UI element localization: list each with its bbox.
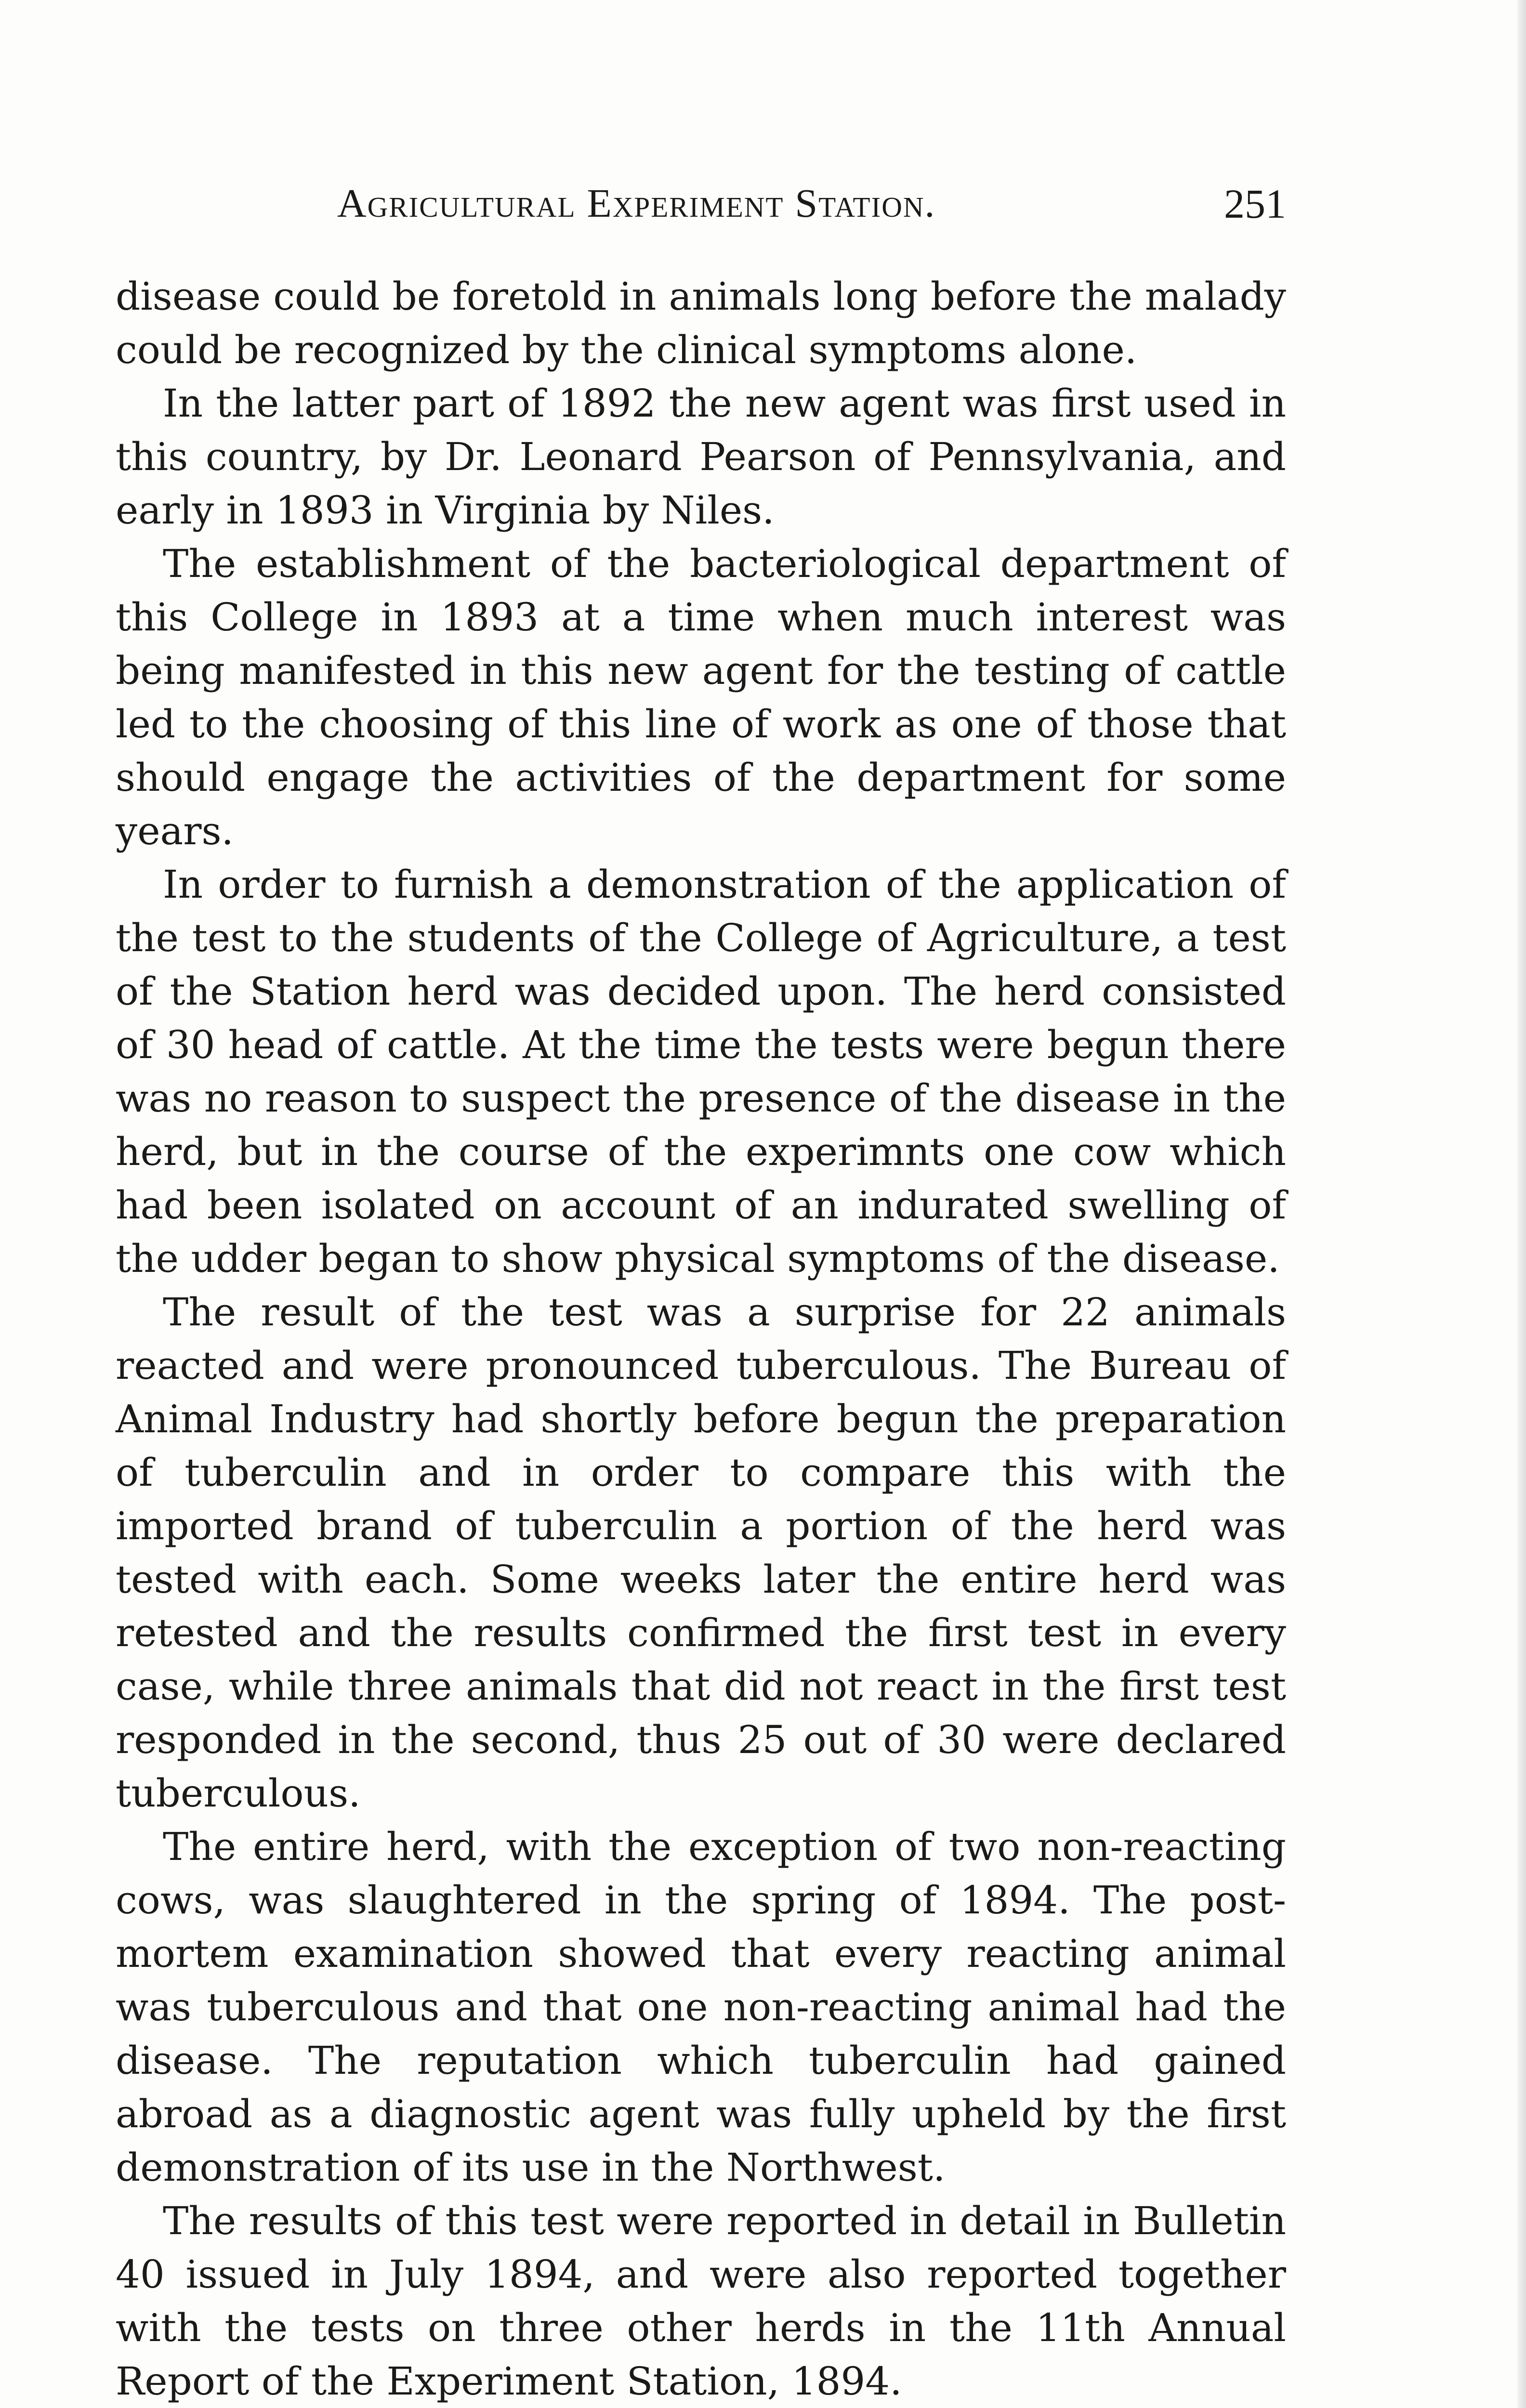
paragraph: The results of this test were reported in detail in Bulletin 40 issued in July 1894, and were also reported together with the tests on three other herds in the 11th Annual Report of the Experiment Station, 1894. — [116, 2199, 1286, 2404]
page-number: 251 — [1224, 181, 1286, 227]
running-title: Agricultural Experiment Station. — [337, 181, 936, 226]
paragraph: In order to furnish a demonstration of the application of the test to the students of the College of Agriculture, a test of the Station herd was decided upon. The herd consisted of 30 head of cattle. At the time the tests were begun there was no reason to suspect the presence of the disease in the herd, but in the course of the experimnts one cow which had been isolated on account of an indurated swelling of the udder began to show physical symptoms of the disease. — [116, 862, 1286, 1281]
paragraph-continuation: disease could be foretold in animals long before the malady could be recognized by the clinical symptoms alone. — [116, 274, 1286, 372]
page-header — [318, 177, 1286, 230]
page-edge-shadow — [1517, 0, 1526, 2408]
paragraph: In the latter part of 1892 the new agent was first used in this country, by Dr. Leonard Pearson of Pennsylvania, and early in 1893 in Virginia by Niles. — [116, 381, 1286, 533]
paragraph: The result of the test was a surprise for 22 animals reacted and were pronounced tuberculous. The Bureau of Animal Industry had shortly before begun the preparation of tuberculin and in order to compare this with the imported brand of tuberculin a portion of the herd was tested with each. Some weeks later the entire herd was retested and the results confirmed the first test in every case, while three animals that did not react in the first test responded in the second, thus 25 out of 30 were declared tuberculous. — [116, 1290, 1286, 1816]
paragraph: The establishment of the bacteriological department of this College in 1893 at a time when much interest was being manifested in this new agent for the testing of cattle led to the choosing of this line of work as one of those that should engage the activities of the department for some years. — [116, 541, 1286, 853]
paragraph: The entire herd, with the exception of two non-reacting cows, was slaughtered in the spring of 1894. The post-mortem examination showed that every reacting animal was tuberculous and that one non-reacting animal had the disease. The reputation which tuberculin had gained abroad as a diagnostic agent was fully upheld by the first demonstration of its use in the Northwest. — [116, 1824, 1286, 2190]
body-text — [116, 270, 1286, 2408]
